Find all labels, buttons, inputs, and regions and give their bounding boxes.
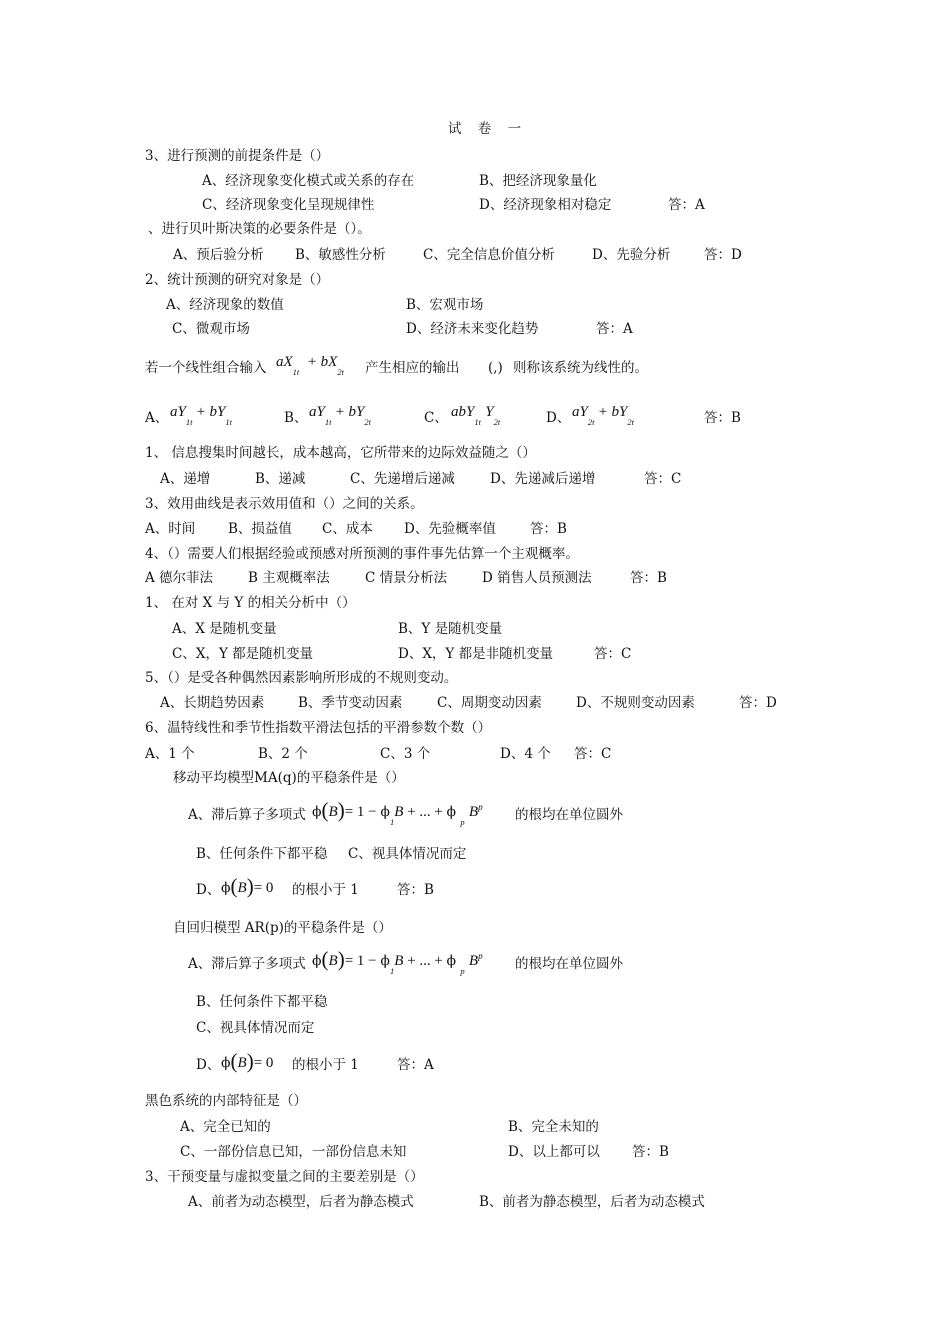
option-b: B、损益值 bbox=[228, 521, 292, 537]
answer: 答：D bbox=[704, 247, 742, 263]
option-c: C、周期变动因素 bbox=[437, 695, 542, 711]
option-a: A、完全已知的 bbox=[180, 1119, 271, 1135]
question-stem: 2、统计预测的研究对象是（） bbox=[145, 272, 330, 288]
answer: 答：B bbox=[530, 521, 567, 537]
answer: 答：C bbox=[574, 746, 612, 762]
option-d: D、先验分析 bbox=[592, 247, 671, 263]
option-c: C、经济现象变化呈现规律性 bbox=[202, 197, 375, 213]
formula-a: $aY_{1t} + bY_{1t}$ bbox=[170, 404, 232, 427]
formula-c: abY$_{1t}$ $Y_{2t}$ bbox=[451, 404, 501, 427]
question-stem: 3、进行预测的前提条件是（） bbox=[145, 148, 330, 164]
question-stem: 3、干预变量与虚拟变量之间的主要差别是（） bbox=[145, 1169, 424, 1185]
option-a: A、前者为动态模型，后者为静态模式 bbox=[188, 1194, 414, 1210]
question-stem: 黑色系统的内部特征是（） bbox=[145, 1093, 307, 1109]
option-b: B、 bbox=[284, 410, 308, 426]
option-c: C、先递增后递减 bbox=[350, 471, 455, 487]
option-d: D、 bbox=[196, 882, 221, 898]
option-b: B、Y 是随机变量 bbox=[398, 621, 503, 637]
option-b: B、宏观市场 bbox=[406, 297, 484, 313]
option-a: A、 bbox=[145, 410, 169, 426]
option-b: B、前者为静态模型，后者为动态模式 bbox=[479, 1194, 705, 1210]
answer: 答：A bbox=[397, 1057, 434, 1073]
option-b: B、敏感性分析 bbox=[295, 247, 386, 263]
question-stem-cont: 产生相应的输出 bbox=[365, 360, 460, 376]
option-a: A、时间 bbox=[145, 521, 196, 537]
answer: 答：B bbox=[704, 410, 741, 426]
answer: 答：B bbox=[397, 882, 434, 898]
option-a-cont: 的根均在单位圆外 bbox=[515, 807, 623, 823]
question-stem: 移动平均模型MA(q)的平稳条件是（） bbox=[173, 770, 405, 786]
answer: 答：D bbox=[739, 695, 777, 711]
formula-polynomial: $\phi(B)= 1 - \phi_1B$ + ... + ϕ $_p$ $B^p$ bbox=[312, 947, 483, 976]
option-b: B、任何条件下都平稳 bbox=[196, 846, 328, 862]
question-stem-tail: 则称该系统为线性的。 bbox=[513, 360, 648, 376]
question-stem: 若一个线性组合输入 bbox=[145, 360, 267, 376]
option-d: D、先递减后递增 bbox=[490, 471, 596, 487]
option-d: D、4 个 bbox=[500, 746, 551, 762]
option-c: C、3 个 bbox=[380, 746, 431, 762]
option-a-cont: 的根均在单位圆外 bbox=[515, 956, 623, 972]
option-d: D、不规则变动因素 bbox=[576, 695, 695, 711]
option-c: C、X，Y 都是随机变量 bbox=[172, 646, 314, 662]
option-a: A、X 是随机变量 bbox=[172, 621, 277, 637]
answer: 答：A bbox=[596, 321, 633, 337]
answer: 答：B bbox=[630, 570, 667, 586]
answer: 答：C bbox=[594, 646, 632, 662]
answer: 答：A bbox=[668, 197, 705, 213]
option-d: D 销售人员预测法 bbox=[482, 570, 592, 586]
option-b: B、任何条件下都平稳 bbox=[196, 994, 328, 1010]
option-d: D、经济未来变化趋势 bbox=[406, 321, 539, 337]
option-b: B、季节变动因素 bbox=[298, 695, 403, 711]
option-c: C、 bbox=[424, 410, 448, 426]
option-a: A、滞后算子多项式 bbox=[188, 807, 306, 823]
option-d: D、 bbox=[546, 410, 571, 426]
question-stem: 1、 信息搜集时间越长，成本越高，它所带来的边际效益随之（） bbox=[145, 445, 536, 461]
option-a: A、经济现象的数值 bbox=[166, 297, 284, 313]
option-a: A、长期趋势因素 bbox=[160, 695, 265, 711]
option-c: C、成本 bbox=[322, 521, 373, 537]
option-d: D、X，Y 都是非随机变量 bbox=[398, 646, 554, 662]
question-stem: 1、 在对 X 与 Y 的相关分析中（） bbox=[145, 595, 356, 611]
option-c: C、完全信息价值分析 bbox=[423, 247, 555, 263]
formula-polynomial: $\phi(B)= 1 - \phi_1B$ + ... + ϕ $_p$ $B^p$ bbox=[312, 798, 483, 827]
option-b: B、把经济现象量化 bbox=[479, 173, 597, 189]
option-a: A、1 个 bbox=[145, 746, 195, 762]
option-b: B、递减 bbox=[255, 471, 306, 487]
option-a: A 德尔菲法 bbox=[145, 570, 214, 586]
option-c: C、视具体情况而定 bbox=[196, 1020, 315, 1036]
question-stem: 6、温特线性和季节性指数平滑法包括的平滑参数个数（） bbox=[145, 720, 492, 736]
formula-phi-zero: ϕ(B)= 0 bbox=[221, 874, 274, 898]
formula-d: $aY_{2t} + bY_{2t}$ bbox=[572, 404, 634, 427]
option-d-cont: 的根小于 1 bbox=[292, 1057, 359, 1073]
option-c: C、微观市场 bbox=[172, 321, 250, 337]
option-a: A、滞后算子多项式 bbox=[188, 956, 306, 972]
option-c: C 情景分析法 bbox=[365, 570, 448, 586]
option-b: B、2 个 bbox=[258, 746, 308, 762]
option-c: C、一部份信息已知，一部份信息未知 bbox=[180, 1144, 407, 1160]
question-stem: 自回归模型 AR(p)的平稳条件是（） bbox=[173, 920, 392, 936]
option-d-cont: 的根小于 1 bbox=[292, 882, 359, 898]
answer: 答：C bbox=[644, 471, 682, 487]
option-b: B 主观概率法 bbox=[248, 570, 330, 586]
option-a: A、经济现象变化模式或关系的存在 bbox=[202, 173, 415, 189]
option-d: D、经济现象相对稳定 bbox=[479, 197, 612, 213]
question-stem: 3、效用曲线是表示效用值和（）之间的关系。 bbox=[145, 496, 424, 512]
formula-input: $aX_{1t} + bX_{2t}$ bbox=[276, 354, 344, 377]
page-title: 试 卷 一 bbox=[448, 121, 528, 137]
option-d: D、 bbox=[196, 1057, 221, 1073]
formula-phi-zero: ϕ(B)= 0 bbox=[221, 1049, 274, 1073]
option-a: A、预后验分析 bbox=[173, 247, 264, 263]
question-stem: 4、（）需要人们根据经验或预感对所预测的事件事先估算一个主观概率。 bbox=[145, 546, 579, 562]
question-stem: 5、（）是受各种偶然因素影响所形成的不规则变动。 bbox=[145, 670, 458, 686]
option-d: D、先验概率值 bbox=[404, 521, 496, 537]
option-c: C、视具体情况而定 bbox=[348, 846, 467, 862]
paren-comma: (,) bbox=[488, 360, 503, 376]
option-a: A、递增 bbox=[160, 471, 211, 487]
formula-b: $aY_{1t} + bY_{2t}$ bbox=[309, 404, 371, 427]
question-stem: 、进行贝叶斯决策的必要条件是（）。 bbox=[148, 221, 371, 237]
answer: 答：B bbox=[632, 1144, 669, 1160]
option-d: D、以上都可以 bbox=[508, 1144, 600, 1160]
option-b: B、完全未知的 bbox=[508, 1119, 599, 1135]
